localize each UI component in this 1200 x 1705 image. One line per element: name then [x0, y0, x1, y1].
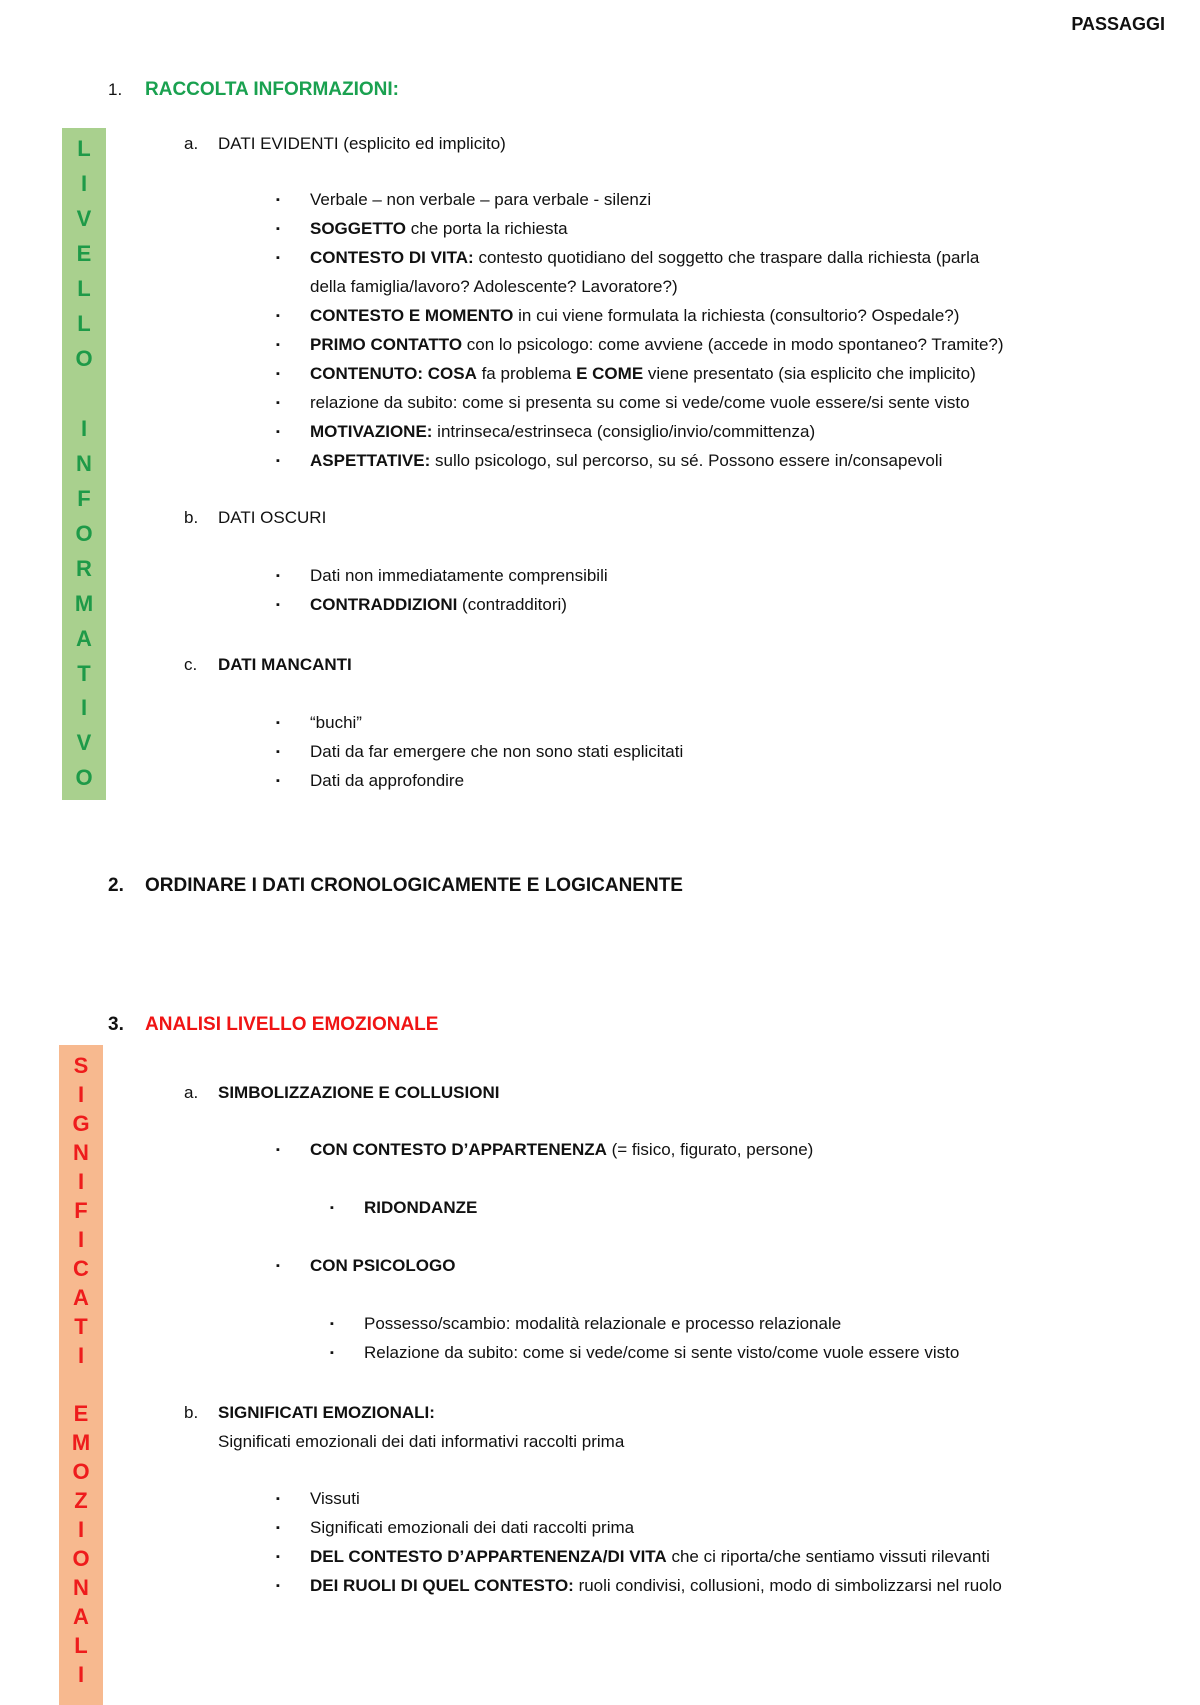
list-item: Dati da far emergere che non sono stati esplicitati	[310, 742, 684, 761]
sidebar-letter: M	[71, 1430, 91, 1455]
sidebar-letter: I	[80, 415, 88, 441]
list-item: PRIMO CONTATTO con lo psicologo: come avviene (accede in modo spontaneo? Tramite?)	[310, 335, 1004, 354]
list-item: Vissuti	[310, 1489, 360, 1508]
square-bullet-icon: ▪	[276, 775, 280, 787]
page-title: PASSAGGI	[1071, 14, 1165, 34]
square-bullet-icon: ▪	[276, 1144, 280, 1156]
sidebar-letter: L	[77, 311, 91, 337]
square-bullet-icon: ▪	[276, 310, 280, 322]
subsection-a-title: DATI EVIDENTI (esplicito ed implicito)	[218, 134, 506, 153]
section-2-number: 2.	[108, 875, 124, 896]
subsection-a-letter: a.	[184, 134, 199, 153]
square-bullet-icon: ▪	[276, 339, 280, 351]
sidebar-letter: C	[73, 1256, 89, 1281]
sidebar-letter	[81, 381, 87, 407]
square-bullet-icon: ▪	[276, 717, 280, 729]
square-bullet-icon: ▪	[276, 746, 280, 758]
sidebar-letter: G	[72, 1111, 90, 1136]
section-2-title: ORDINARE I DATI CRONOLOGICAMENTE E LOGICANENTE	[145, 875, 683, 896]
sidebar-livello-informativo	[62, 128, 106, 800]
list-item: MOTIVAZIONE: intrinseca/estrinseca (consiglio/invio/committenza)	[310, 422, 816, 441]
square-bullet-icon: ▪	[276, 599, 280, 611]
square-bullet-icon: ▪	[276, 1522, 280, 1534]
list-item: CONTENUTO: COSA fa problema E COME viene presentato (sia esplicito che implicito)	[310, 364, 976, 383]
sidebar-letter: I	[80, 171, 88, 197]
list-item: CONTRADDIZIONI (contradditori)	[310, 595, 567, 614]
list-item: relazione da subito: come si presenta su come si vede/come vuole essere/si sente visto	[310, 393, 970, 412]
list-item: CON CONTESTO D’APPARTENENZA (= fisico, figurato, persone)	[310, 1140, 814, 1159]
square-bullet-icon: ▪	[276, 368, 280, 380]
sidebar-letter: N	[76, 450, 92, 476]
sidebar-letter: F	[77, 485, 91, 511]
square-bullet-icon: ▪	[276, 397, 280, 409]
sidebar-letter: I	[80, 695, 88, 721]
sidebar-letter: N	[73, 1140, 89, 1165]
sidebar-letter: L	[74, 1633, 88, 1658]
sidebar-letter: L	[77, 276, 91, 302]
list-item: CONTESTO DI VITA: contesto quotidiano del soggetto che traspare dalla richiesta (parla	[310, 248, 980, 267]
sidebar-letter: O	[75, 346, 93, 372]
square-bullet-icon: ▪	[330, 1202, 334, 1214]
sidebar-letter: R	[76, 555, 92, 581]
sidebar-letter: I	[77, 1343, 85, 1368]
sidebar-letter: T	[74, 1314, 88, 1339]
sidebar-letter: M	[74, 590, 94, 616]
sidebar-letter: I	[77, 1227, 85, 1252]
sidebar-letter: N	[73, 1575, 89, 1600]
list-item: Dati non immediatamente comprensibili	[310, 566, 608, 585]
sidebar-letter: A	[76, 625, 92, 651]
list-item: Verbale – non verbale – para verbale - silenzi	[310, 190, 652, 209]
sidebar-letter: F	[74, 1198, 88, 1223]
sidebar-letter: E	[76, 241, 92, 267]
sidebar-letter: A	[73, 1604, 89, 1629]
section-1-title: RACCOLTA INFORMAZIONI:	[145, 79, 399, 100]
square-bullet-icon: ▪	[276, 223, 280, 235]
list-item: CON PSICOLOGO	[310, 1256, 456, 1275]
subsection-3b-letter: b.	[184, 1403, 199, 1422]
list-item: DEI RUOLI DI QUEL CONTESTO: ruoli condivisi, collusioni, modo di simbolizzarsi nel ruolo	[310, 1576, 1002, 1595]
subsection-3b-title: SIGNIFICATI EMOZIONALI:	[218, 1403, 435, 1422]
list-item: Possesso/scambio: modalità relazionale e processo relazionale	[364, 1314, 842, 1333]
square-bullet-icon: ▪	[330, 1318, 334, 1330]
sidebar-letter: Z	[74, 1488, 88, 1513]
section-1-number: 1.	[108, 80, 123, 99]
sidebar-letter: O	[75, 520, 93, 546]
list-item: RIDONDANZE	[364, 1198, 478, 1217]
sidebar-letter: I	[77, 1082, 85, 1107]
list-item: SOGGETTO che porta la richiesta	[310, 219, 568, 238]
subsection-3b-subtitle: Significati emozionali dei dati informativi raccolti prima	[218, 1432, 625, 1451]
list-item: Dati da approfondire	[310, 771, 465, 790]
sidebar-letter: L	[77, 136, 91, 162]
square-bullet-icon: ▪	[276, 426, 280, 438]
sidebar-letter: A	[73, 1285, 89, 1310]
square-bullet-icon: ▪	[276, 1551, 280, 1563]
square-bullet-icon: ▪	[276, 194, 280, 206]
list-item: Relazione da subito: come si vede/come si sente visto/come vuole essere visto	[364, 1343, 960, 1362]
subsection-c-letter: c.	[184, 655, 198, 674]
sidebar-letter: O	[75, 765, 93, 791]
section-3-number: 3.	[108, 1014, 124, 1035]
subsection-c-title: DATI MANCANTI	[218, 655, 352, 674]
square-bullet-icon: ▪	[330, 1347, 334, 1359]
square-bullet-icon: ▪	[276, 252, 280, 264]
sidebar-letter: T	[77, 660, 91, 686]
sidebar-letter: S	[73, 1053, 89, 1078]
sidebar-letter	[78, 1372, 84, 1398]
sidebar-letter: V	[76, 206, 92, 232]
section-3-title: ANALISI LIVELLO EMOZIONALE	[145, 1014, 439, 1035]
sidebar-letter: O	[72, 1459, 90, 1484]
subsection-b-letter: b.	[184, 508, 199, 527]
sidebar-letter: I	[77, 1662, 85, 1687]
list-item: della famiglia/lavoro? Adolescente? Lavoratore?)	[310, 277, 678, 296]
sidebar-letter: I	[77, 1517, 85, 1542]
list-item: Significati emozionali dei dati raccolti prima	[310, 1518, 635, 1537]
square-bullet-icon: ▪	[276, 1260, 280, 1272]
list-item: DEL CONTESTO D’APPARTENENZA/DI VITA che ci riporta/che sentiamo vissuti rilevanti	[310, 1547, 990, 1566]
square-bullet-icon: ▪	[276, 1493, 280, 1505]
square-bullet-icon: ▪	[276, 455, 280, 467]
sidebar-letter: V	[76, 730, 92, 756]
subsection-b-title: DATI OSCURI	[218, 508, 327, 527]
list-item: ASPETTATIVE: sullo psicologo, sul percorso, su sé. Possono essere in/consapevoli	[310, 451, 943, 470]
square-bullet-icon: ▪	[276, 1580, 280, 1592]
square-bullet-icon: ▪	[276, 570, 280, 582]
subsection-3a-letter: a.	[184, 1083, 199, 1102]
sidebar-letter: O	[72, 1546, 90, 1571]
sidebar-letter: E	[73, 1401, 89, 1426]
list-item: “buchi”	[310, 713, 362, 732]
sidebar-significati-emozionali	[59, 1045, 103, 1705]
list-item: CONTESTO E MOMENTO in cui viene formulata la richiesta (consultorio? Ospedale?)	[310, 306, 960, 325]
subsection-3a-title: SIMBOLIZZAZIONE E COLLUSIONI	[218, 1083, 500, 1102]
sidebar-letter: I	[77, 1169, 85, 1194]
